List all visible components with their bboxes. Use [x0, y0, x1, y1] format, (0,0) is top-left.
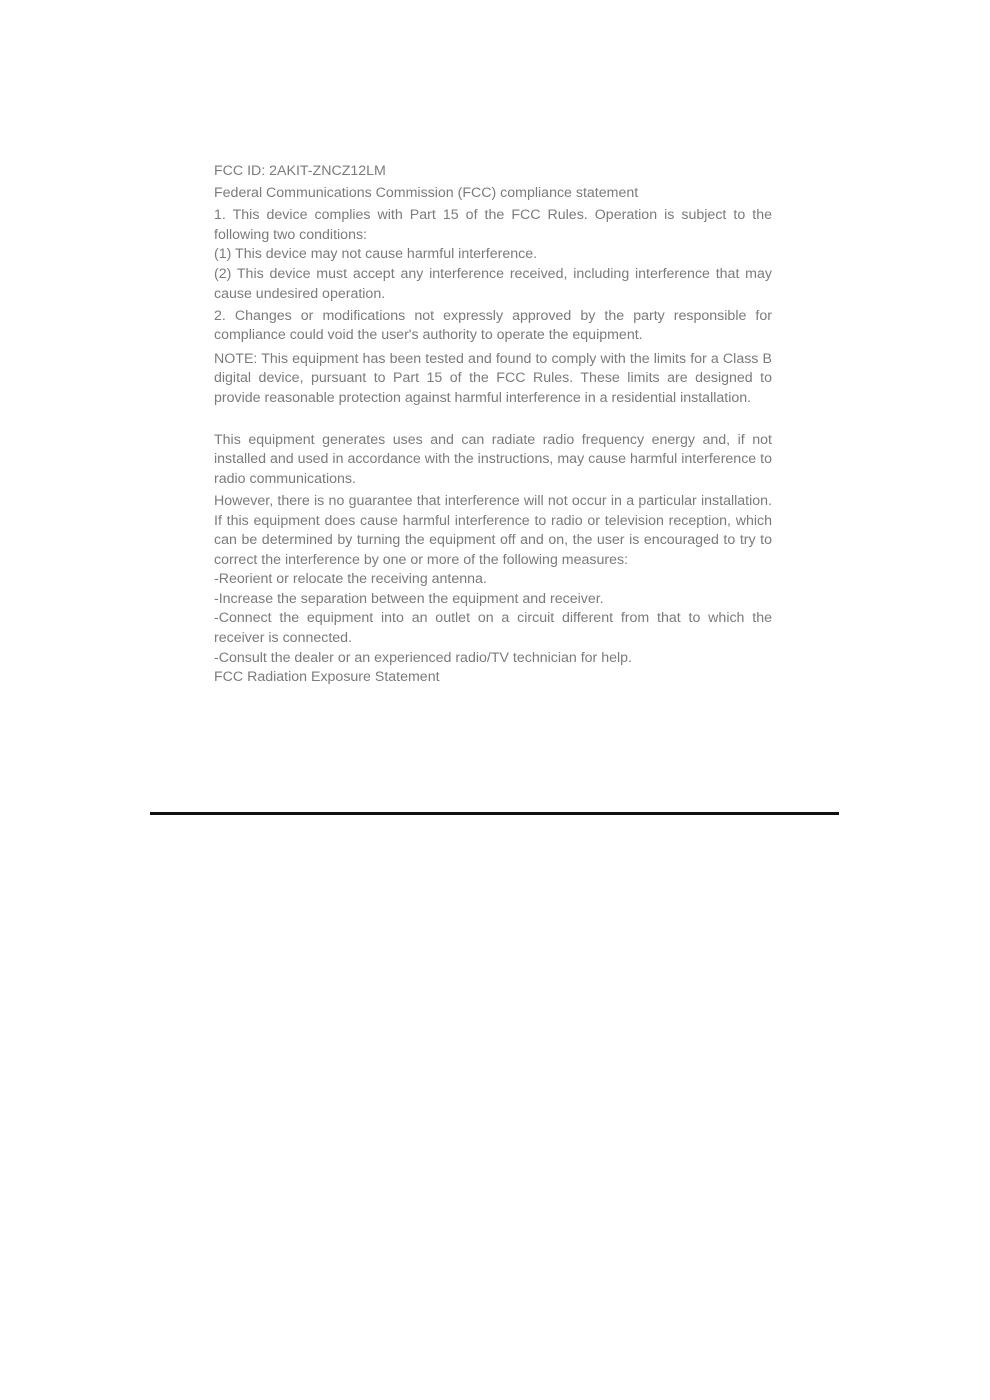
- compliance-item-2: 2. Changes or modifications not expressly approved by the party responsible for compliance could void the user's authority to operate the equipment.: [214, 307, 772, 344]
- statement-title: Federal Communications Commission (FCC) compliance statement: [214, 185, 639, 202]
- measure-item: -Reorient or relocate the receiving antenna.: [214, 571, 487, 588]
- horizontal-divider: [150, 812, 839, 815]
- measure-item: -Connect the equipment into an outlet on a circuit different from that to which the receiver is connected.: [214, 610, 772, 647]
- no-guarantee-paragraph: However, there is no guarantee that interference will not occur in a particular installation. If this equipment does cause harmful interference to radio or television reception, which can be determined by turning the equipment off and on, the user is encouraged to try to correct the interference by one or more of the following measures:: [214, 492, 772, 568]
- condition-1: (1) This device may not cause harmful interference.: [214, 246, 538, 263]
- measure-item: -Increase the separation between the equipment and receiver.: [214, 590, 604, 607]
- compliance-item-1: 1. This device complies with Part 15 of the FCC Rules. Operation is subject to the following two conditions:: [214, 207, 772, 243]
- condition-2: (2) This device must accept any interference received, including interference that may cause undesired operation.: [214, 265, 772, 302]
- measure-item: -Consult the dealer or an experienced radio/TV technician for help.: [214, 649, 632, 666]
- fcc-id: FCC ID: 2AKIT-ZNCZ12LM: [214, 163, 386, 179]
- rf-energy-paragraph: This equipment generates uses and can radiate radio frequency energy and, if not installed and used in accordance with the instructions, may cause harmful interference to radio communications.: [214, 431, 772, 487]
- class-b-note: NOTE: This equipment has been tested and found to comply with the limits for a Class B digital device, pursuant to Part 15 of the FCC Rules. These limits are designed to provide reasonable protection against harmful interference in a residential installation.: [214, 350, 772, 407]
- radiation-exposure-heading: FCC Radiation Exposure Statement: [214, 669, 440, 686]
- fcc-statement-block: [214, 162, 772, 688]
